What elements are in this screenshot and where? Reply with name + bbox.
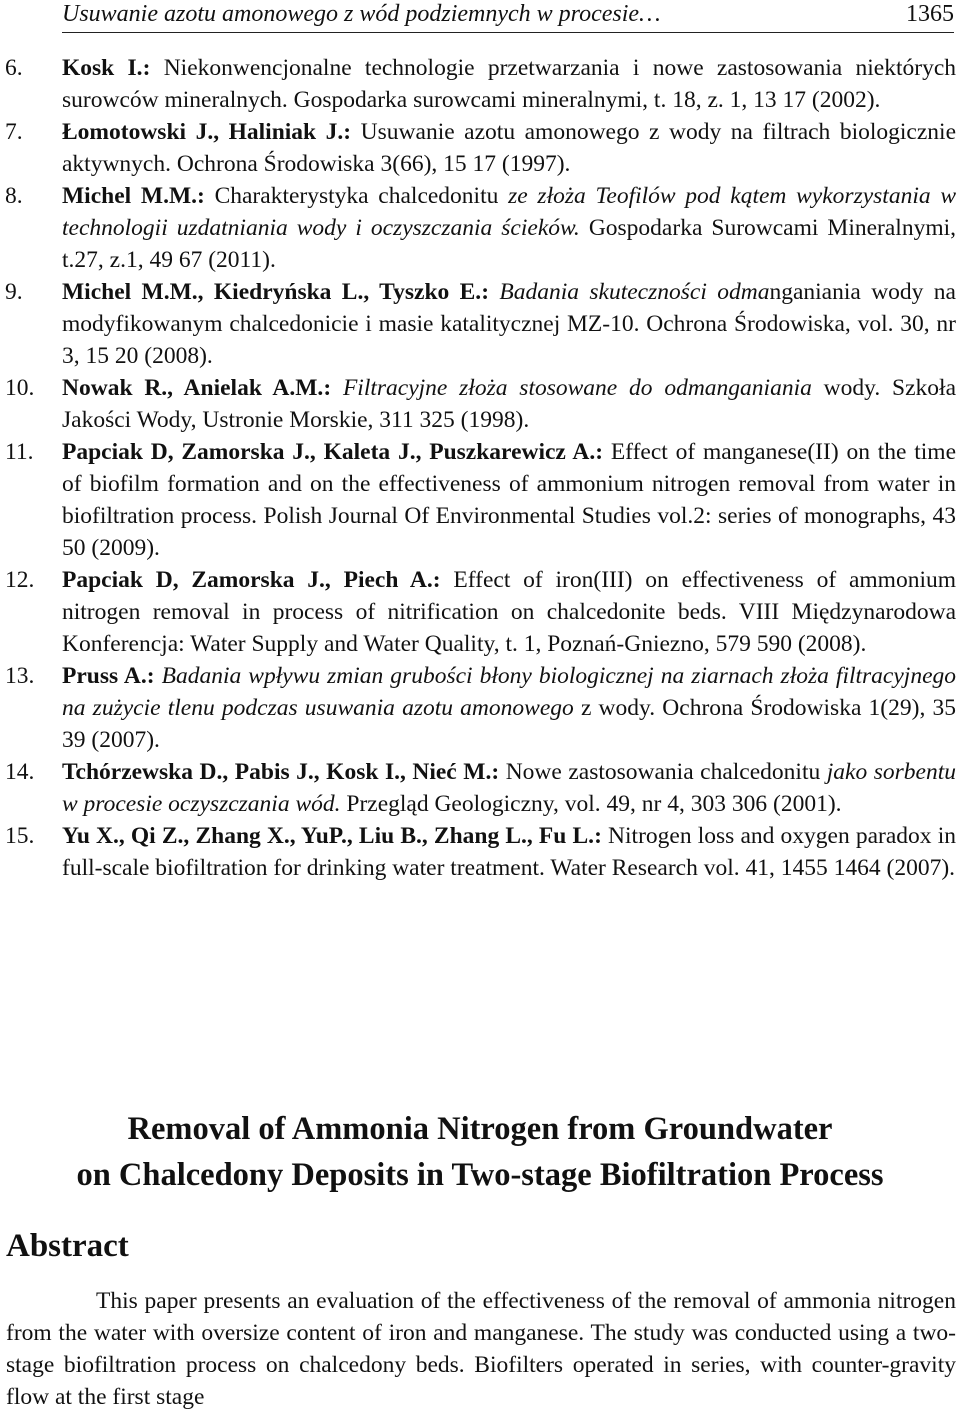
reference-title-italic: ze złoża Teofilów pod kątem wykorzystania w technologii uzdatniania wody i oczyszczania ścieków. [62,183,957,241]
reference-item [0,116,956,180]
abstract-heading: Abstract [6,1228,129,1264]
reference-authors: Tchórzewska D., Pabis J., Kosk I., Nieć M. [62,759,492,785]
reference-separator: : [142,55,164,81]
reference-rest: wody. Szkoła Jakości Wody, Ustronie Morskie, 311 325 (1998). [62,375,957,433]
reference-number: 7. [5,119,23,145]
reference-text: Effect of iron(III) on effectiveness of ammonium nitrogen removal in process of nitrification on chalcedonite beds. VIII Międzynarodowa Konferencja: Water Supply and Water Quality, t. 1, Poznań-Gniezno, 579 590 (2008). [62,567,957,657]
reference-authors: Michel M.M., Kiedryńska L., Tyszko E. [62,279,482,305]
reference-title-italic: Filtracyjne złoża stosowane do odmanganiania [342,375,812,401]
reference-item [0,756,956,820]
reference-rest: Gospodarka Surowcami Mineralnymi, t.27, z.1, 49 67 (2011). [62,215,956,273]
reference-text: Nitrogen loss and oxygen paradox in full-scale biofiltration for drinking water treatment. Water Research vol. 41, 1455 1464 (2007). [62,823,956,881]
reference-item [0,276,956,372]
reference-rest: z wody. Ochrona Środowiska 1(29), 35 39 (2007). [62,695,957,753]
reference-text: Niekonwencjonalne technologie przetwarzania i nowe zastosowania niektórych surowców mineralnych. Gospodarka surowcami mineralnymi, t. 18, z. 1, 13 17 (2002). [62,55,956,113]
reference-authors: Kosk I. [62,55,143,81]
paper-title-line-2: on Chalcedony Deposits in Two-stage Biofiltration Process [76,1157,884,1193]
reference-authors: Michel M.M. [62,183,198,209]
paper-title-line-1: Removal of Ammonia Nitrogen from Groundwater [127,1111,833,1147]
page-number: 1365 [906,1,954,27]
reference-separator: : [197,183,215,209]
running-header [62,0,954,33]
reference-number: 6. [5,55,23,81]
reference-text: Usuwanie azotu amonowego z wody na filtrach biologicznie aktywnych. Ochrona Środowiska 3(66), 15 17 (1997). [62,119,957,177]
reference-item [0,52,956,116]
reference-rest: Przegląd Geologiczny, vol. 49, nr 4, 303 306 (2001). [340,791,842,817]
reference-number: 14. [5,759,35,785]
reference-item [0,436,956,564]
reference-item [0,180,956,276]
paper-title [0,1106,960,1198]
reference-separator: : [343,119,361,145]
reference-number: 10. [5,375,35,401]
reference-separator: : [481,279,500,305]
reference-separator: : [594,823,609,849]
reference-title-italic: jako sorbentu w procesie oczyszczania wód. [62,759,956,817]
reference-number: 13. [5,663,35,689]
reference-separator: : [146,663,162,689]
abstract-text: This paper presents an evaluation of the effectiveness of the removal of ammonia nitrogen from the water with oversize content of iron and manganese. The study was conducted using a two-stage biofiltration process on chalcedony beds. Biofilters operated in series, with counter-gravity flow at the first stage [6,1288,956,1410]
running-title: Usuwanie azotu amonowego z wód podziemnych w procesie… [62,1,661,27]
reference-number: 11. [5,439,34,465]
reference-title-italic: Badania skuteczności odma [499,279,770,305]
reference-item [0,564,956,660]
reference-number: 9. [5,279,23,305]
reference-separator: : [323,375,343,401]
reference-authors: Łomotowski J., Haliniak J. [62,119,344,145]
reference-number: 15. [5,823,35,849]
reference-number: 12. [5,567,35,593]
reference-text: Nowe zastosowania chalcedonitu [505,759,827,785]
reference-separator: : [432,567,454,593]
reference-authors: Papciak D, Zamorska J., Kaleta J., Puszkarewicz A. [62,439,596,465]
reference-authors: Yu X., Qi Z., Zhang X., YuP., Liu B., Zhang L., Fu L. [62,823,595,849]
reference-separator: : [595,439,611,465]
reference-title-italic: Badania wpływu zmian grubości błony biologicznej na ziarnach złoża filtracyjnego na zużycie tlenu podczas usuwania azotu amonowego [62,663,956,721]
reference-separator: : [491,759,506,785]
reference-item [0,820,956,884]
reference-authors: Papciak D, Zamorska J., Piech A. [62,567,433,593]
reference-rest: nganiania wody na modyfikowanym chalcedonicie i masie katalitycznej MZ-10. Ochrona Środowiska, vol. 30, nr 3, 15 20 (2008). [62,279,956,369]
reference-text: Charakterystyka chalcedonitu [214,183,509,209]
reference-authors: Pruss A. [62,663,147,689]
reference-number: 8. [5,183,23,209]
reference-authors: Nowak R., Anielak A.M. [62,375,324,401]
reference-item [0,660,956,756]
reference-list [0,52,956,884]
reference-item [0,372,956,436]
reference-text: Effect of manganese(II) on the time of biofilm formation and on the effectiveness of ammonium nitrogen removal from water in biofiltration process. Polish Journal Of Environmental Studies vol.2: series of monographs, 43 50 (2009). [62,439,956,561]
